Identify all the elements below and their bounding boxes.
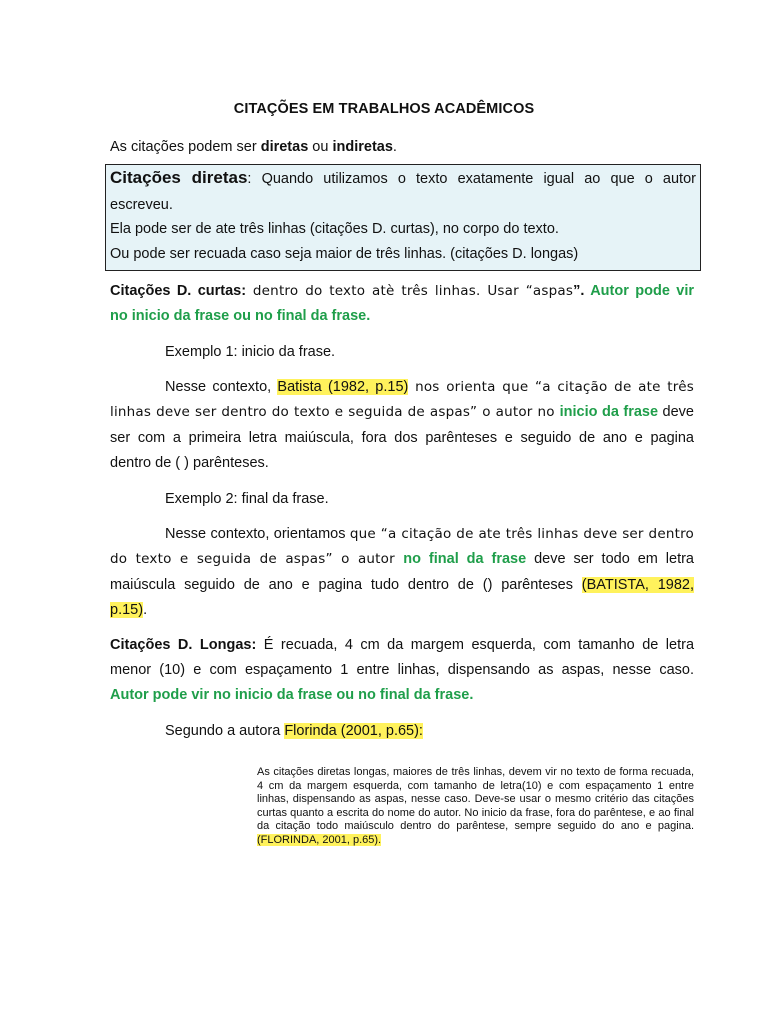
example-2-line-2: do texto e seguida de aspas” o autor no final da frase deve ser todo em letra <box>110 551 694 567</box>
example-1-line-4: dentro de ( ) parênteses. <box>110 455 269 471</box>
box-line-4: Ou pode ser recuada caso seja maior de três linhas. (citações D. longas) <box>110 246 579 262</box>
longas-label: Citações D. Longas: <box>110 637 257 653</box>
highlight-citation: (FLORINDA, 2001, p.65). <box>257 833 382 846</box>
long-quote-block: As citações diretas longas, maiores de três linhas, devem vir no texto de forma recuada, 4 cm da margem esquerda, com tamanho de letra(10) e com espaçamento 1 entre linhas, dispensando as aspas, nesse caso. Deve-se usar o mesmo critério das citações curtas quanto a escrita do nome do autor. No inicio da frase, fora do parêntese, e ao final da citação todo maiúsculo dentro do parêntese, sempre seguido do ano e pagina. (FLORINDA, 2001, p.65). <box>257 766 694 846</box>
example-1-line-1: Nesse contexto, Batista (1982, p.15) nos orienta que “a citação de ate três <box>165 379 694 395</box>
example-1-line-2: linhas deve ser dentro do texto e seguida de aspas” o autor no inicio da frase deve <box>110 404 694 420</box>
curtas-line-2: no inicio da frase ou no final da frase. <box>110 308 371 324</box>
box-line-2: escreveu. <box>110 197 173 213</box>
box-line-3: Ela pode ser de ate três linhas (citações D. curtas), no corpo do texto. <box>110 221 559 237</box>
curtas-line-1: Citações D. curtas: dentro do texto atè três linhas. Usar “aspas”. Autor pode vir <box>110 283 694 299</box>
longas-line-1: Citações D. Longas: É recuada, 4 cm da margem esquerda, com tamanho de letra <box>110 637 695 653</box>
example-2-heading: Exemplo 2: final da frase. <box>165 491 329 507</box>
box-line-1: Citações diretas: Quando utilizamos o texto exatamente igual ao que o autor <box>110 168 696 187</box>
box-heading: Citações diretas <box>110 168 248 187</box>
segundo-line: Segundo a autora Florinda (2001, p.65): <box>165 723 423 739</box>
highlight-citation: p.15) <box>110 602 144 618</box>
example-1-heading: Exemplo 1: inicio da frase. <box>165 344 336 360</box>
example-2-line-1: Nesse contexto, orientamos que “a citação de ate três linhas deve ser dentro <box>165 526 694 542</box>
intro-paragraph: As citações podem ser diretas ou indiretas. <box>110 139 397 155</box>
page-title: CITAÇÕES EM TRABALHOS ACADÊMICOS <box>233 101 535 117</box>
highlight-citation: Florinda (2001, p.65): <box>284 723 423 739</box>
highlight-citation: Batista (1982, p.15) <box>277 379 409 395</box>
direct-citations-box <box>105 164 701 271</box>
highlight-citation: (BATISTA, 1982, <box>581 577 694 593</box>
longas-line-3: Autor pode vir no inicio da frase ou no final da frase. <box>110 687 474 703</box>
example-2-line-3: maiúscula seguido de ano e pagina tudo dentro de () parênteses (BATISTA, 1982, <box>110 577 694 593</box>
example-1-line-3: ser com a primeira letra maiúscula, fora dos parênteses e seguido de ano e pagina <box>110 430 694 446</box>
curtas-label: Citações D. curtas: <box>110 283 247 299</box>
longas-line-2: menor (10) e com espaçamento 1 entre linhas, dispensando as aspas, nesse caso. <box>110 662 694 678</box>
example-2-line-4: p.15). <box>110 602 148 618</box>
